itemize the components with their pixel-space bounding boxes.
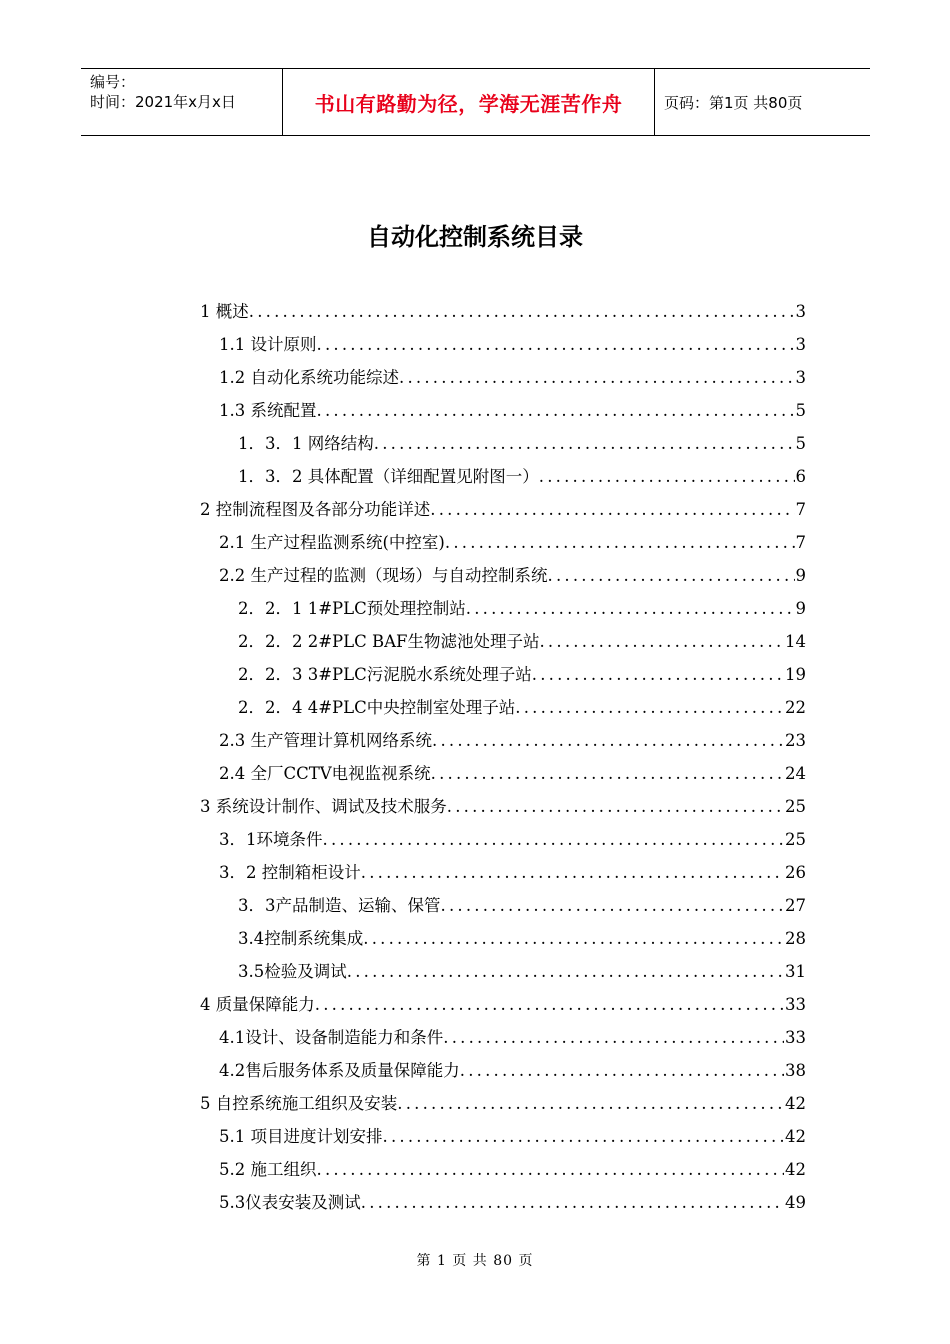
toc-entry-page: 7	[795, 533, 806, 552]
toc-entry-page: 33	[785, 1028, 806, 1047]
toc-leader-dots	[399, 367, 795, 389]
toc-entry-page: 33	[785, 995, 806, 1014]
toc-entry-label: 5.2 施工组织	[219, 1160, 317, 1179]
toc-entry-label: 1.3 系统配置	[219, 401, 317, 420]
toc-entry-page: 5	[795, 401, 806, 420]
toc-leader-dots	[347, 961, 784, 983]
toc-entry-label: 4 质量保障能力	[200, 995, 315, 1014]
toc-entry-page: 9	[795, 566, 806, 585]
toc-entry[interactable]	[200, 488, 806, 521]
toc-entry[interactable]	[238, 620, 806, 653]
toc-entry-label: 2.3 生产管理计算机网络系统	[219, 731, 432, 750]
toc-entry-label: 4.1设计、设备制造能力和条件	[219, 1028, 444, 1047]
toc-leader-dots	[317, 1159, 785, 1181]
toc-entry-page: 38	[785, 1061, 806, 1080]
toc-entry-label: 1．3．1 网络结构	[238, 434, 374, 453]
toc-entry-label: 2.2 生产过程的监测（现场）与自动控制系统	[219, 566, 548, 585]
toc-entry-label: 1 概述	[200, 302, 249, 321]
toc-entry[interactable]	[219, 851, 806, 884]
toc-entry-label: 5.1 项目进度计划安排	[219, 1127, 383, 1146]
header-number-label: 编号：	[90, 73, 136, 91]
toc-entry-page: 27	[785, 896, 806, 915]
toc-leader-dots	[532, 664, 784, 686]
toc-leader-dots	[363, 928, 784, 950]
toc-entry-label: 2．2．2 2#PLC BAF生物滤池处理子站	[238, 632, 540, 651]
toc-entry[interactable]	[219, 1016, 806, 1049]
toc-leader-dots	[515, 697, 784, 719]
toc-leader-dots	[323, 829, 785, 851]
header-page-info: 页码：第1页 共80页	[664, 93, 803, 112]
toc-leader-dots	[317, 334, 795, 356]
toc-entry-page: 42	[785, 1160, 806, 1179]
toc-entry-label: 1.1 设计原则	[219, 335, 317, 354]
toc-leader-dots	[447, 796, 784, 818]
toc-leader-dots	[539, 631, 784, 653]
toc-leader-dots	[383, 1126, 785, 1148]
toc-entry-page: 25	[785, 830, 806, 849]
toc-entry-label: 3．3产品制造、运输、保管	[238, 896, 441, 915]
toc-entry[interactable]	[238, 653, 806, 686]
toc-entry-page: 31	[785, 962, 806, 981]
toc-leader-dots	[460, 1060, 784, 1082]
toc-entry-label: 1．3．2 具体配置（详细配置见附图一）	[238, 467, 539, 486]
toc-leader-dots	[361, 862, 784, 884]
toc-leader-dots	[466, 598, 795, 620]
toc-entry-page: 49	[785, 1193, 806, 1212]
toc-leader-dots	[397, 1093, 784, 1115]
toc-entry-label: 4.2售后服务体系及质量保障能力	[219, 1061, 460, 1080]
toc-entry[interactable]	[219, 1049, 806, 1082]
toc-entry[interactable]	[219, 1148, 806, 1181]
toc-entry[interactable]	[238, 884, 806, 917]
toc-leader-dots	[431, 763, 784, 785]
toc-entry-page: 6	[795, 467, 806, 486]
toc-entry-page: 22	[785, 698, 806, 717]
toc-leader-dots	[441, 895, 785, 917]
toc-leader-dots	[539, 466, 795, 488]
toc-entry[interactable]	[238, 950, 806, 983]
toc-leader-dots	[445, 532, 795, 554]
page-header	[81, 68, 870, 136]
toc-entry-label: 2 控制流程图及各部分功能详述	[200, 500, 431, 519]
header-motto: 书山有路勤为径，学海无涯苦作舟	[283, 69, 655, 135]
toc-entry[interactable]	[219, 521, 806, 554]
page-footer: 第 1 页 共 80 页	[416, 1253, 534, 1269]
toc-entry-label: 2.1 生产过程监测系统(中控室)	[219, 533, 445, 552]
toc-entry-label: 2.4 全厂CCTV电视监视系统	[219, 764, 431, 783]
toc-entry[interactable]	[238, 587, 806, 620]
toc-entry-label: 3.4控制系统集成	[238, 929, 364, 948]
toc-entry-label: 3．1环境条件	[219, 830, 323, 849]
toc-entry-page: 23	[785, 731, 806, 750]
toc-entry-label: 5 自控系统施工组织及安装	[200, 1094, 398, 1113]
toc-entry-page: 42	[785, 1127, 806, 1146]
toc-entry[interactable]	[238, 422, 806, 455]
toc-entry-page: 3	[795, 302, 806, 321]
document-title: 自动化控制系统目录	[367, 223, 583, 251]
header-time-label: 时间：2021年x月x日	[90, 93, 236, 111]
toc-entry-page: 9	[795, 599, 806, 618]
toc-entry[interactable]	[238, 686, 806, 719]
toc-entry-label: 5.3仪表安装及测试	[219, 1193, 361, 1212]
toc-entry-page: 7	[795, 500, 806, 519]
toc-leader-dots	[315, 994, 784, 1016]
toc-entry[interactable]	[219, 554, 806, 587]
toc-entry[interactable]	[238, 917, 806, 950]
toc-entry-label: 2．2．4 4#PLC中央控制室处理子站	[238, 698, 516, 717]
toc-entry-page: 3	[795, 368, 806, 387]
toc-entry-page: 19	[785, 665, 806, 684]
toc-entry[interactable]	[200, 785, 806, 818]
toc-entry[interactable]	[200, 983, 806, 1016]
toc-entry-label: 3 系统设计制作、调试及技术服务	[200, 797, 447, 816]
toc-leader-dots	[374, 433, 795, 455]
toc-entry-page: 25	[785, 797, 806, 816]
toc-entry[interactable]	[200, 290, 806, 323]
header-meta	[81, 69, 283, 135]
toc-leader-dots	[317, 400, 795, 422]
toc-entry[interactable]	[219, 389, 806, 422]
toc-entry-label: 3.5检验及调试	[238, 962, 347, 981]
toc-entry-page: 3	[795, 335, 806, 354]
toc-leader-dots	[430, 499, 794, 521]
toc-leader-dots	[249, 301, 795, 323]
toc-leader-dots	[432, 730, 784, 752]
toc-leader-dots	[443, 1027, 784, 1049]
toc-entry-page: 28	[785, 929, 806, 948]
toc-entry-label: 1.2 自动化系统功能综述	[219, 368, 399, 387]
toc-entry-page: 26	[785, 863, 806, 882]
toc-leader-dots	[361, 1192, 784, 1214]
toc-entry[interactable]	[219, 818, 806, 851]
toc-entry-page: 42	[785, 1094, 806, 1113]
toc-entry[interactable]	[219, 323, 806, 356]
toc-entry[interactable]	[219, 719, 806, 752]
toc-entry[interactable]	[238, 455, 806, 488]
toc-entry[interactable]	[219, 356, 806, 389]
toc-entry-label: 2．2．3 3#PLC污泥脱水系统处理子站	[238, 665, 532, 684]
toc-entry[interactable]	[219, 1115, 806, 1148]
toc-entry-page: 24	[785, 764, 806, 783]
toc-entry-label: 3．2 控制箱柜设计	[219, 863, 361, 882]
toc-entry-page: 5	[795, 434, 806, 453]
toc-entry-label: 2．2．1 1#PLC预处理控制站	[238, 599, 466, 618]
toc-entry[interactable]	[219, 752, 806, 785]
toc-entry[interactable]	[219, 1181, 806, 1214]
toc-entry[interactable]	[200, 1082, 806, 1115]
toc-leader-dots	[548, 565, 795, 587]
toc-entry-page: 14	[785, 632, 806, 651]
